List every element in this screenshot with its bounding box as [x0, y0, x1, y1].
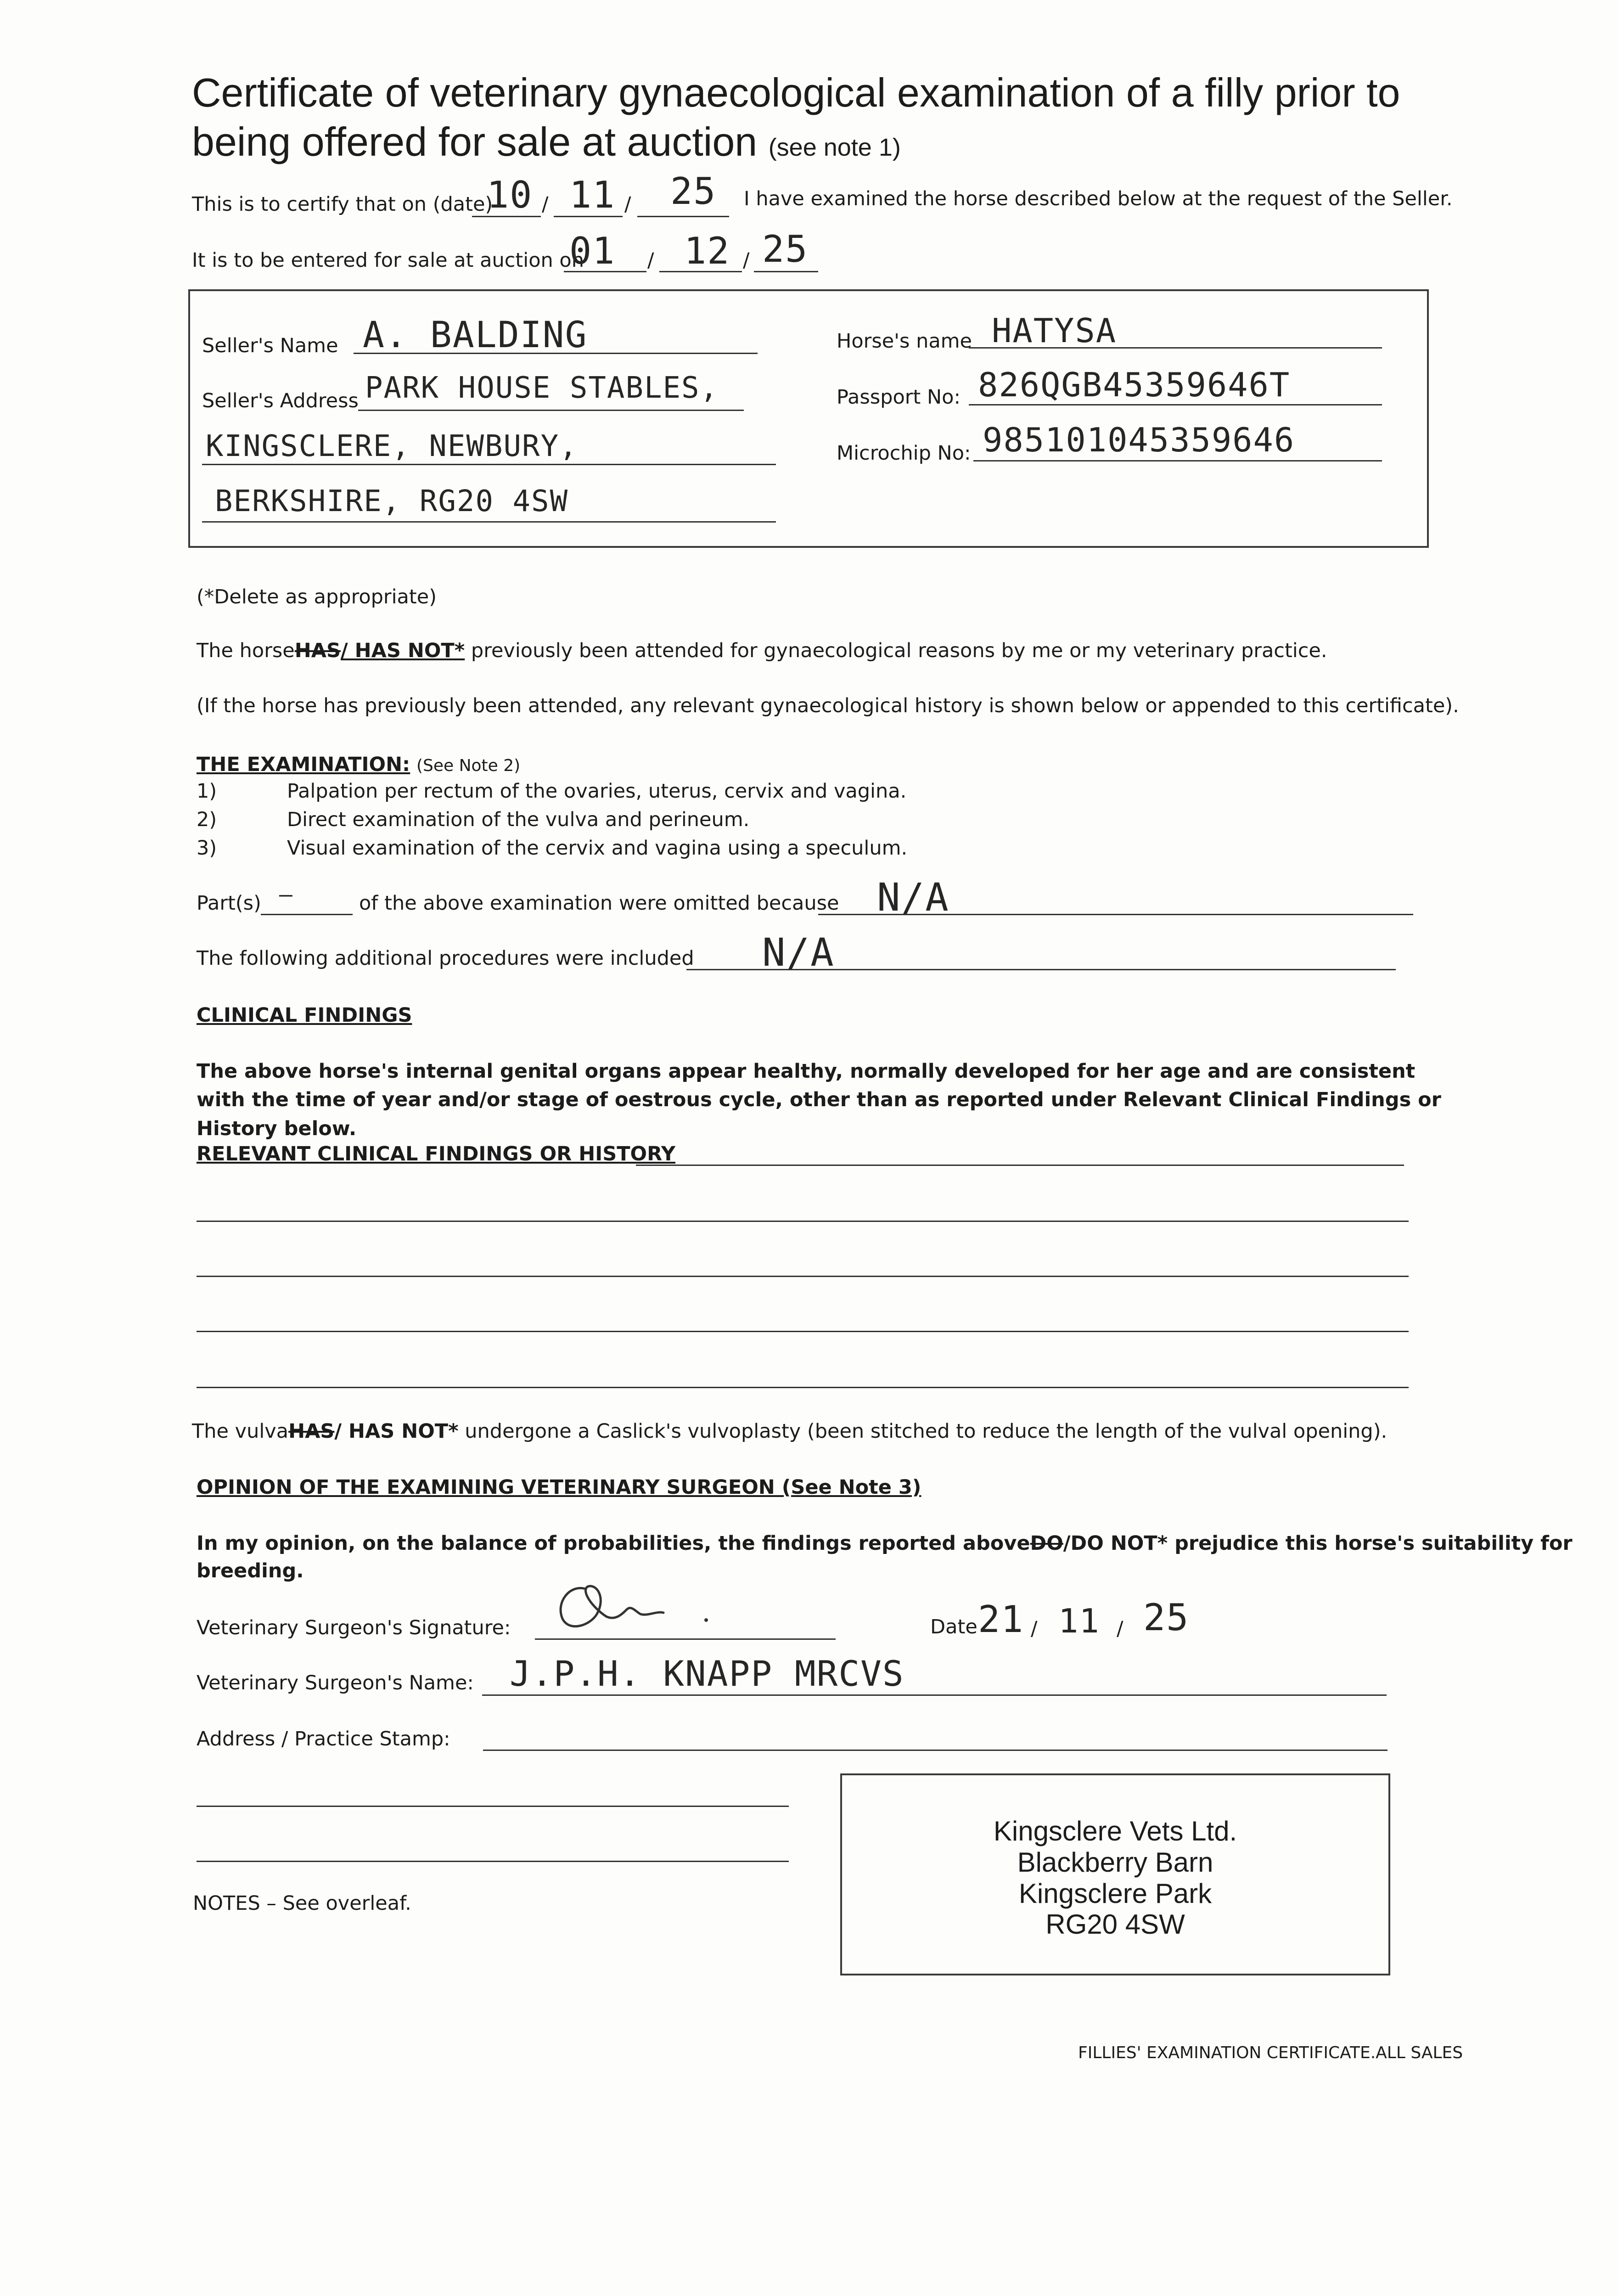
- seller-address-3: BERKSHIRE, RG20 4SW: [215, 484, 569, 518]
- stamp-line: RG20 4SW: [1045, 1909, 1185, 1940]
- surgeon-name-label: Veterinary Surgeon's Name:: [197, 1671, 474, 1694]
- vulva-prefix: The vulva: [192, 1420, 289, 1443]
- exam-day: 10: [487, 174, 533, 216]
- date-sep: /: [624, 193, 631, 216]
- opinion-kept: /DO NOT*: [1063, 1532, 1168, 1555]
- date-label: Date: [930, 1615, 978, 1638]
- opinion-heading: OPINION OF THE EXAMINING VETERINARY SURGEON (See Note 3): [197, 1476, 921, 1499]
- sale-month: 12: [684, 230, 730, 272]
- sign-date-day: 21: [978, 1598, 1024, 1641]
- passport-label: Passport No:: [837, 386, 961, 409]
- omitted-reason: N/A: [877, 875, 949, 920]
- seller-name: A. BALDING: [363, 315, 588, 356]
- attended-prefix: The horse: [197, 639, 295, 662]
- surgeon-name: J.P.H. KNAPP MRCVS: [510, 1653, 905, 1694]
- exam-item-num: 2): [197, 808, 217, 831]
- certify-prefix: This is to certify that on (date): [192, 193, 493, 216]
- omitted-parts: —: [279, 882, 293, 907]
- microchip-number: 985101045359646: [983, 421, 1295, 459]
- delete-note: (*Delete as appropriate): [197, 585, 437, 608]
- opinion-suffix: prejudice this horse's suitability for: [1174, 1532, 1573, 1555]
- relevant-findings-heading: RELEVANT CLINICAL FINDINGS OR HISTORY: [197, 1142, 675, 1165]
- clinical-statement: The above horse's internal genital organs appear healthy, normally developed for her age and are consistent with the time of year and/or stage of oestrous cycle, other than as reported under Relevant Clinical Findings or History below.: [197, 1060, 1441, 1140]
- exam-year: 25: [670, 170, 717, 213]
- sign-date-year: 25: [1143, 1596, 1190, 1639]
- horse-name: HATYSA: [992, 311, 1117, 350]
- stamp-line: Blackberry Barn: [1017, 1846, 1214, 1878]
- date-sep: /: [1117, 1617, 1124, 1640]
- stamp-line: Kingsclere Vets Ltd.: [993, 1816, 1237, 1846]
- omitted-middle: of the above examination were omitted because: [359, 892, 839, 915]
- notes-reference: NOTES – See overleaf.: [193, 1892, 411, 1915]
- history-note: (If the horse has previously been attended, any relevant gynaecological history is shown below or appended to this certificate).: [197, 694, 1459, 717]
- attended-statement: [197, 639, 1327, 662]
- exam-item-num: 1): [197, 780, 217, 803]
- attended-struck: HAS: [294, 639, 341, 662]
- exam-item-text: Palpation per rectum of the ovaries, uterus, cervix and vagina.: [287, 780, 907, 803]
- signature-image: [542, 1570, 735, 1639]
- practice-stamp: [840, 1773, 1390, 1975]
- exam-item-num: 3): [197, 837, 217, 860]
- opinion-prefix: In my opinion, on the balance of probabilities, the findings reported above: [197, 1532, 1030, 1555]
- sign-date-month: 11: [1058, 1602, 1100, 1640]
- footer-reference: FILLIES' EXAMINATION CERTIFICATE.ALL SALES: [1078, 2043, 1463, 2062]
- horse-name-label: Horse's name: [837, 330, 972, 353]
- attended-kept: / HAS NOT*: [341, 639, 465, 662]
- sale-day: 01: [569, 230, 616, 272]
- vulva-suffix: undergone a Caslick's vulvoplasty (been stitched to reduce the length of the vulval opening).: [465, 1420, 1388, 1443]
- title-main: Certificate of veterinary gynaecological examination of a filly prior to being offered for sale at auction: [192, 70, 1400, 165]
- seller-name-label: Seller's Name: [202, 334, 338, 357]
- additional-value: N/A: [762, 930, 835, 975]
- seller-address-2: KINGSCLERE, NEWBURY,: [206, 429, 578, 463]
- seller-address-1: PARK HOUSE STABLES,: [365, 371, 719, 405]
- additional-prefix: The following additional procedures were included: [197, 947, 694, 970]
- date-sep: /: [542, 193, 549, 216]
- examination-heading-row: [197, 753, 520, 776]
- exam-item-text: Direct examination of the vulva and perineum.: [287, 808, 750, 831]
- omitted-prefix: Part(s): [197, 892, 261, 915]
- opinion-struck: DO: [1030, 1532, 1063, 1555]
- date-sep: /: [647, 249, 654, 272]
- sale-year: 25: [762, 228, 809, 270]
- signature-label: Veterinary Surgeon's Signature:: [197, 1616, 511, 1639]
- exam-month: 11: [569, 174, 616, 216]
- date-sep: /: [1031, 1617, 1038, 1640]
- examination-note: (See Note 2): [416, 756, 521, 775]
- examination-heading: THE EXAMINATION:: [197, 753, 410, 776]
- attended-suffix: previously been attended for gynaecological reasons by me or my veterinary practice.: [471, 639, 1327, 662]
- stamp-line: Kingsclere Park: [1018, 1878, 1212, 1909]
- passport-number: 826QGB45359646T: [978, 366, 1291, 404]
- vulva-kept: / HAS NOT*: [334, 1420, 459, 1443]
- date-sep: /: [743, 249, 750, 272]
- microchip-label: Microchip No:: [837, 442, 971, 465]
- opinion-line2: breeding.: [197, 1559, 304, 1582]
- seller-address-label: Seller's Address: [202, 389, 359, 412]
- vulva-struck: HAS: [288, 1420, 335, 1443]
- certify-suffix: I have examined the horse described below at the request of the Seller.: [744, 187, 1453, 210]
- practice-stamp-label: Address / Practice Stamp:: [197, 1728, 450, 1750]
- opinion-statement: [197, 1532, 1573, 1555]
- sale-prefix: It is to be entered for sale at auction on: [192, 249, 584, 272]
- clinical-heading: CLINICAL FINDINGS: [197, 1004, 412, 1027]
- title-note: (see note 1): [768, 134, 901, 162]
- exam-item-text: Visual examination of the cervix and vagina using a speculum.: [287, 837, 908, 860]
- certificate-title: [192, 68, 1459, 167]
- vulva-statement: [192, 1420, 1387, 1443]
